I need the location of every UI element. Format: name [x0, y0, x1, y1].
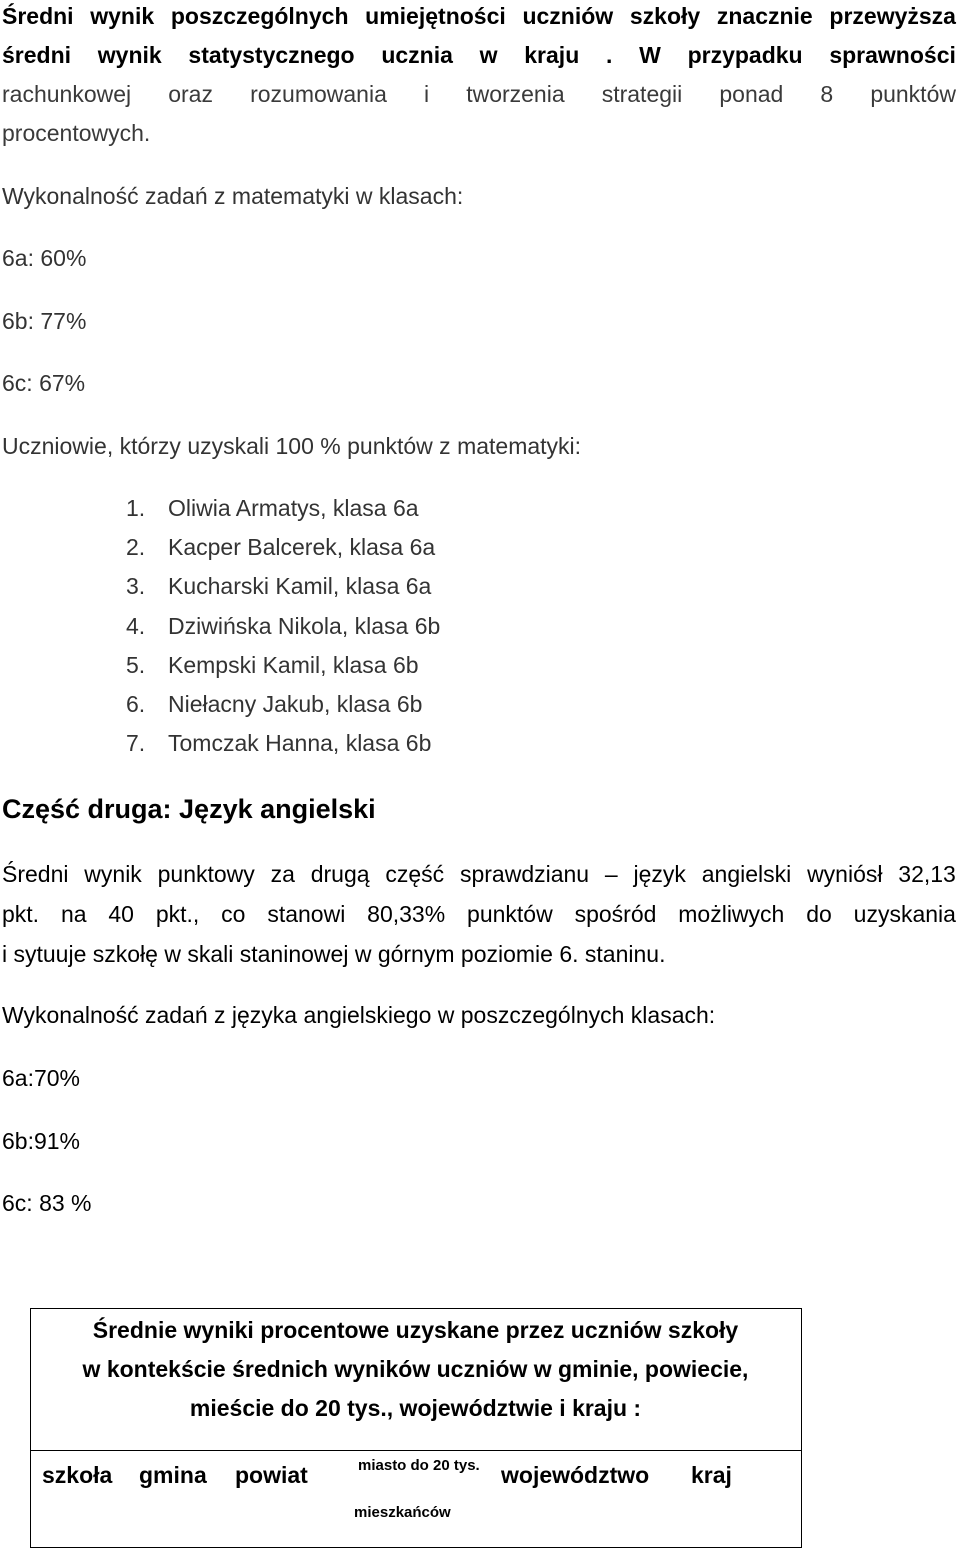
word: przypadku: [687, 42, 803, 68]
list-item: 6. Niełacny Jakub, klasa 6b: [126, 690, 423, 717]
word: na: [60, 901, 87, 927]
english-class-6b: 6b:91%: [2, 1128, 81, 1154]
col-city-line-1: miasto do 20 tys.: [358, 1457, 480, 1474]
intro-line-2: [2, 41, 956, 69]
word: możliwych: [678, 901, 785, 927]
word: co: [221, 901, 246, 927]
word: 32,13: [898, 861, 956, 887]
word: angielski: [701, 861, 792, 887]
col-city-line-2: mieszkańców: [354, 1504, 451, 1521]
word: punktów: [870, 81, 956, 107]
word: punktów: [467, 901, 553, 927]
col-county: powiat: [235, 1462, 308, 1488]
word: uczniów: [522, 3, 614, 29]
word: 40: [108, 901, 134, 927]
word: Średni: [2, 3, 74, 29]
word: umiejętności: [365, 3, 506, 29]
list-item: 1. Oliwia Armatys, klasa 6a: [126, 495, 419, 521]
word: wynik: [90, 3, 155, 29]
word: .: [605, 42, 613, 68]
word: poszczególnych: [170, 3, 349, 29]
word: szkoły: [629, 3, 701, 29]
word: tworzenia: [466, 81, 565, 107]
word: spośród: [574, 901, 657, 927]
english-heading: Wykonalność zadań z języka angielskiego w poszczególnych klasach:: [2, 1002, 716, 1028]
word: wyniósł: [807, 861, 883, 887]
table-header-row: [0, 1451, 930, 1547]
list-item: 4. Dziwińska Nikola, klasa 6b: [126, 612, 441, 639]
word: Średni: [2, 861, 69, 887]
word: do: [806, 901, 832, 927]
word: rachunkowej: [2, 81, 132, 107]
word: ponad: [719, 81, 784, 107]
math-class-6a: 6a: 60%: [2, 245, 87, 271]
word: pkt.,: [155, 901, 200, 927]
list-item: 2. Kacper Balcerek, klasa 6a: [126, 534, 436, 561]
word: część: [385, 861, 445, 887]
section-title-english: Część druga: Język angielski: [2, 794, 376, 824]
word: wynik: [84, 861, 142, 887]
word: przewyższa: [829, 3, 956, 29]
table-title-line: Średnie wyniki procentowe uzyskane przez uczniów szkoły: [92, 1317, 739, 1343]
intro-line-3: [2, 80, 956, 108]
math-heading: Wykonalność zadań z matematyki w klasach:: [2, 183, 464, 209]
word: uzyskania: [853, 901, 956, 927]
english-para-line-3: i sytuuje szkołę w skali staninowej w górnym poziomie 6. staninu.: [2, 941, 666, 967]
word: oraz: [168, 81, 213, 107]
list-item: 3. Kucharski Kamil, klasa 6a: [126, 573, 432, 600]
math-class-6c: 6c: 67%: [2, 370, 86, 396]
word: 8: [820, 81, 834, 107]
word: statystycznego: [188, 42, 355, 68]
col-country: kraj: [691, 1462, 732, 1488]
table-title-line: mieście do 20 tys., województwie i kraju :: [189, 1395, 642, 1421]
word: sprawdzianu: [459, 861, 590, 887]
word: 80,33%: [367, 901, 446, 927]
word: W: [639, 42, 661, 68]
english-class-6c: 6c: 83 %: [2, 1190, 92, 1216]
math-top-heading: Uczniowie, którzy uzyskali 100 % punktów z matematyki:: [2, 433, 582, 459]
word: znacznie: [716, 3, 813, 29]
col-voivodeship: województwo: [501, 1462, 650, 1488]
word: strategii: [601, 81, 683, 107]
word: rozumowania: [250, 81, 387, 107]
word: stanowi: [267, 901, 346, 927]
list-item: 7. Tomczak Hanna, klasa 6b: [126, 730, 432, 757]
table-title-line: w kontekście średnich wyników uczniów w gminie, powiecie,: [82, 1356, 749, 1382]
word: pkt.: [2, 901, 40, 927]
word: kraju: [524, 42, 580, 68]
word: –: [604, 861, 618, 887]
word: drugą: [310, 861, 370, 887]
word: wynik: [97, 42, 162, 68]
word: w: [479, 42, 498, 68]
intro-line-1: [2, 2, 956, 30]
english-class-6a: 6a:70%: [2, 1065, 81, 1091]
results-table: [30, 1308, 802, 1548]
col-commune: gmina: [139, 1462, 207, 1488]
english-para-line-2: [2, 900, 956, 928]
math-class-6b: 6b: 77%: [2, 308, 87, 334]
top-students-list: [126, 492, 440, 766]
word: średni: [2, 42, 72, 68]
word: punktowy: [157, 861, 255, 887]
col-school: szkoła: [42, 1462, 113, 1488]
word: ucznia: [381, 42, 453, 68]
word: sprawności: [829, 42, 956, 68]
word: i: [423, 81, 430, 107]
list-item: 5. Kempski Kamil, klasa 6b: [126, 651, 419, 678]
word: język: [633, 861, 686, 887]
english-para-line-1: [2, 860, 956, 888]
table-title: [30, 1309, 802, 1451]
word: za: [270, 861, 295, 887]
intro-line-4: procentowych.: [2, 120, 151, 146]
